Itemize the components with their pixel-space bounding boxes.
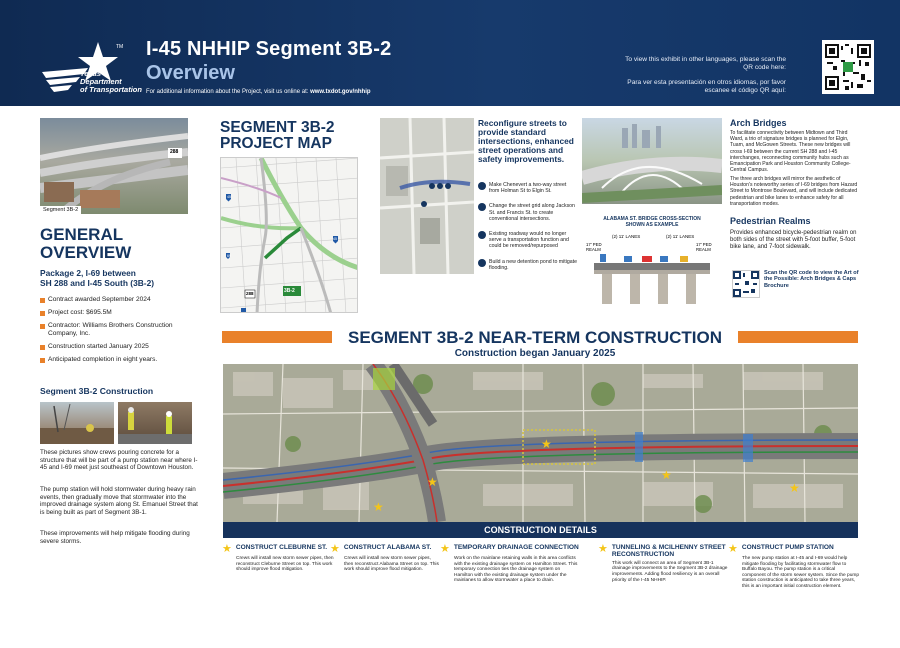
star-icon: ★: [330, 543, 340, 555]
header-banner: [0, 0, 900, 106]
page-subtitle: Overview: [146, 62, 235, 84]
construction-details-bar: CONSTRUCTION DETAILS: [223, 522, 858, 538]
reconfigure-item: Make Chenevert a two-way street from Holman St to Elgin St.: [478, 182, 578, 194]
reconfigure-heading: Reconfigure streets to provide standard intersections, enhanced street operations and safety improvements.: [478, 118, 574, 164]
reconfigure-aerial[interactable]: [380, 118, 474, 274]
reconfigure-item: Existing roadway would no longer serve a transportation function and could be removed/repurposed: [478, 231, 578, 250]
arch-qr-code[interactable]: [732, 270, 760, 298]
bullet-item: Project cost: $695.5M: [40, 309, 200, 317]
project-map-heading: SEGMENT 3B-2 PROJECT MAP: [220, 119, 335, 152]
map-shield-288: 288: [246, 291, 254, 296]
detail-pump-station: ★ CONSTRUCT PUMP STATION The new pump station at I-45 and I-69 would help mitigate flooding by facilitating stormwater flow to Buffalo Bayou. The pump station is a critical component of the storm sewer system. Since the pump station construction is anticipated to take three years, this is an important initial construction element.: [728, 543, 860, 589]
orange-divider-left: [222, 331, 332, 343]
near-term-heading: SEGMENT 3B-2 NEAR-TERM CONSTRUCTION: [347, 328, 722, 347]
language-note: To view this exhibit in other languages, please scan the QR code here: Para ver esta presentación en otros idiomas, por favor escanee el código QR aquí:: [625, 56, 786, 94]
detail-alabama: ★ CONSTRUCT ALABAMA ST. Crews will install new storm sewer pipes, then reconstruct Alabama Street on top. This work should improve flood mitigation.: [330, 543, 439, 573]
pedestrian-realms-heading: Pedestrian Realms: [730, 216, 811, 226]
bullet-item: Construction started January 2025: [40, 343, 200, 351]
cross-section-diagram: (2) 11' LANES (2) 11' LANES 17' PED REALM 17' PED REALM: [586, 234, 718, 310]
trademark: TM: [116, 44, 124, 50]
project-url[interactable]: www.txdot.gov/nhhip: [310, 89, 371, 95]
overview-bullets: [40, 296, 200, 369]
arch-paragraph-2: The three arch bridges will mirror the aesthetic of Houston's noteworthy series of I-69 bridges from Hazard Street to Montrose Boulevard, and will include dedicated pedestrian and bike lanes to enhance safety for all transportation modes.: [730, 176, 858, 207]
star-icon: ★: [598, 543, 608, 555]
project-map[interactable]: [220, 157, 358, 313]
pedestrian-realms-text: Provides enhanced bicycle-pedestrian realm on both sides of the street with 5-foot buffer, 5-foot bike lane, and 7-foot sidewalk.: [730, 230, 857, 251]
map-shield-45: 45: [333, 237, 337, 241]
arch-paragraph-1: To facilitate connectivity between Midtown and Third Ward, a trio of signature bridges is planned for Elgin, Tuam, and McGowen Streets. These new bridges will cross I-69 between the current SH 288 and I-45 interchanges, reconnecting community hubs such as Emancipation Park and Houston Community College- Central Campus.: [730, 130, 851, 174]
star-icon: ★: [440, 543, 450, 555]
construction-aerial-map[interactable]: [223, 364, 858, 522]
construction-heading: Segment 3B-2 Construction: [40, 386, 154, 396]
general-overview-heading: GENERAL OVERVIEW: [40, 225, 132, 262]
package-title: Package 2, I-69 between SH 288 and I-45 South (3B-2): [40, 268, 155, 288]
star-marker: ★: [373, 500, 384, 514]
construction-paragraph-3: These improvements will help mitigate flooding during severe storms.: [40, 530, 190, 545]
info-line: For additional information about the Project, visit us online at: www.txdot.gov/nhhip: [146, 89, 371, 95]
star-icon: ★: [222, 543, 232, 555]
detail-tunneling: ★ TUNNELING & MCILHENNY STREET RECONSTRUCTION This work will connect an area of Segment 3B-1 drainage improvements to the Segment 3B-2 drainage improvements. Adding flood resiliency is an overall priority of the I-45 NHHIP.: [598, 543, 728, 583]
detail-temporary-drainage: ★ TEMPORARY DRAINAGE CONNECTION Work on the mainlane retaining walls in this area conflicts with the existing drainage system on Hamilton Street. This temporary connection ties the drainage system on Hamilton with the existing drainage system under the mainlanes to allow stormwater a place to drain.: [440, 543, 579, 584]
star-marker: ★: [541, 437, 552, 451]
cross-section-title: ALABAMA ST. BRIDGE CROSS-SECTION SHOWN AS EXAMPLE: [603, 216, 701, 228]
segment-label: 3B-2: [284, 288, 295, 294]
star-marker: ★: [789, 481, 800, 495]
page-title: I-45 NHHIP Segment 3B-2: [146, 38, 392, 60]
logo-wordmark: Texas Department of Transportation: [80, 69, 142, 94]
reconfigure-item: Build a new detention pond to mitigate flooding.: [478, 259, 578, 271]
arch-qr-text: Scan the QR code to view the Art of the Possible: Arch Bridges & Caps Brochure: [764, 270, 859, 289]
star-icon: ★: [728, 543, 738, 555]
construction-paragraph-2: The pump station will hold stormwater during heavy rain events, then gradually move that stormwater into the improved drainage system along St. Emanuel Street that is being built as part of Segment 3B-1.: [40, 486, 198, 516]
bullet-item: Anticipated completion in eight years.: [40, 356, 200, 364]
map-shield-69: 69: [227, 254, 231, 258]
segment-photo: [40, 118, 188, 214]
detail-cleburne: ★ CONSTRUCT CLEBURNE ST. Crews will install new storm sewer pipes, then reconstruct Cleburne Street on top. This work should improve flood mitigation.: [222, 543, 334, 573]
reconfigure-list: [478, 182, 578, 276]
reconfigure-item: Change the street grid along Jackson St. and Francis St. to create conventional intersections.: [478, 203, 578, 222]
orange-divider-right: [738, 331, 858, 343]
arch-bridge-render: [582, 118, 722, 204]
near-term-subheading: Construction began January 2025: [454, 348, 616, 359]
star-marker: ★: [427, 475, 438, 489]
construction-photo-2: [118, 402, 192, 444]
bullet-item: Contract awarded September 2024: [40, 296, 200, 304]
language-qr-code[interactable]: [822, 40, 874, 94]
photo-label: Segment 3B-2: [40, 206, 81, 214]
map-shield-45b: 45: [227, 195, 231, 199]
photo-shield: 288: [170, 149, 179, 155]
star-marker: ★: [661, 468, 672, 482]
arch-bridges-heading: Arch Bridges: [730, 118, 787, 128]
bullet-item: Contractor: Williams Brothers Construction Company, Inc.: [40, 322, 200, 338]
construction-paragraph-1: These pictures show crews pouring concrete for a structure that will be part of a pump station near where I-45 and I-69 meet just southeast of Downtown Houston.: [40, 449, 198, 472]
construction-photo-1: [40, 402, 114, 444]
